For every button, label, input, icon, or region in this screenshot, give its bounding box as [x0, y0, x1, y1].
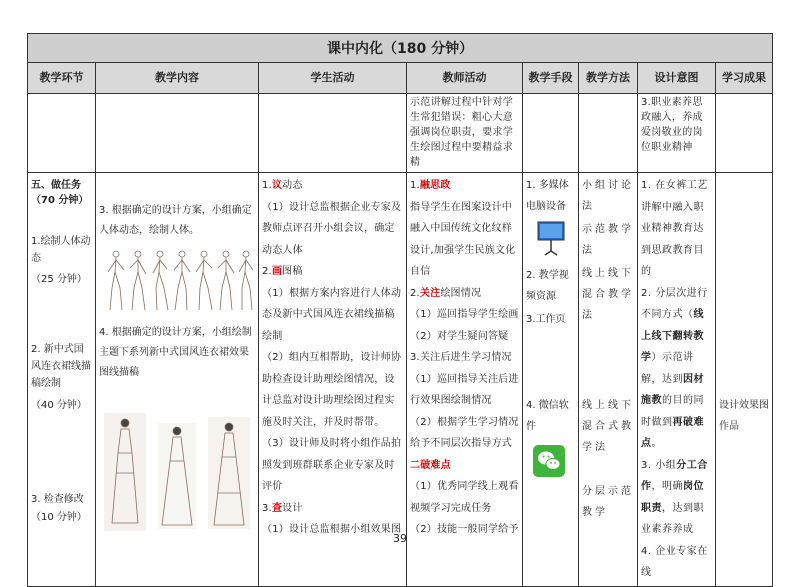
student-item-2-detail-b: （2）组内互相帮助，设计师协助检查设计助理绘图情况，设计总监对设计助理绘图过程实施及时关注，并及时帮带。 [262, 352, 402, 428]
method-item-1: 小组讨论法 [582, 180, 634, 212]
student-item-3-detail: （1）设计总监根据小组效果图 [262, 524, 402, 535]
student-item-3: 3.查设计 [262, 502, 303, 514]
student-item-2: 2.画图稿 [262, 266, 303, 277]
means-item-4: 4. 微信软件 [526, 400, 569, 432]
intent-continued: 3.职业素养思政融入，养成爱岗敬业的岗位职业精神 [641, 97, 703, 153]
table-row [28, 173, 773, 587]
method-item-2: 示范教学法 [582, 224, 634, 256]
lesson-plan-table [27, 33, 773, 587]
stage-title: 五、做任务 [31, 180, 81, 191]
teacher-item-4: 二破难点 [410, 459, 451, 471]
header-outcome: 学习成果 [716, 63, 773, 94]
method-item-5: 分层示范教学 [582, 486, 634, 518]
stage-step-1: 1.绘制人体动态 [31, 236, 91, 264]
figure-sketch-6 [218, 251, 234, 310]
interactive-whiteboard-icon [537, 221, 565, 257]
student-item-2-detail-c: （3）设计师及时将小组作品拍照发到班群联系企业专家及时评价 [262, 438, 402, 492]
human-pose-sketches [102, 248, 254, 318]
teacher-item-4-detail-a: （1）优秀同学线上观看视频学习完成任务 [410, 481, 519, 514]
wechat-icon [533, 445, 565, 477]
teacher-item-2-detail-a: （1）巡回指导学生绘画 [410, 309, 519, 320]
header-content: 教学内容 [96, 63, 259, 94]
student-item-1-detail: （1）设计总监根据企业专家及教师点评召开小组会议，确定动态人体 [262, 201, 402, 256]
figure-sketch-1 [108, 251, 124, 310]
teacher-item-2-detail-b: （2）对学生疑问答疑 [410, 330, 509, 342]
teacher-item-3-detail-a: （1）巡回指导关注后进行效果图绘制情况 [410, 373, 519, 406]
teacher-continued: 示范讲解过程中针对学生常犯错误：粗心大意强调岗位职责，要求学生绘图过程中要精益求精 [410, 97, 513, 168]
stage-step-3-time: （10 分钟） [31, 512, 87, 523]
teacher-item-3-detail-b: （2）根据学生学习情况给予不同层次指导方式 [410, 416, 519, 449]
intent-item-1: 1. 在女裤工艺讲解中融入职业精神教育达到思政教育目的 [641, 180, 708, 277]
teacher-item-2: 2.关注绘图情况 [410, 287, 482, 299]
figure-sketch-5 [196, 251, 212, 310]
teacher-item-3: 3.关注后进生学习情况 [410, 352, 512, 363]
figure-sketch-3 [153, 251, 168, 310]
stage-step-2: 2. 新中式国风连衣裙线描稿绘制 [31, 344, 91, 389]
dress-line-drawings [104, 413, 254, 533]
intent-item-4: 4. 企业专家在线 [641, 545, 708, 578]
page-number: 39 [393, 532, 407, 545]
figure-sketch-7 [239, 251, 253, 310]
learning-outcome: 设计效果图作品 [719, 400, 769, 432]
figure-sketch-2 [130, 251, 146, 310]
means-item-3: 3.工作页 [526, 314, 566, 325]
student-item-2-detail-a: （1）根据方案内容进行人体动态及新中式国风连衣裙线描稿绘制 [262, 287, 402, 342]
stage-step-3: 3. 检查修改 [31, 494, 84, 505]
header-teacher: 教师活动 [407, 63, 523, 94]
student-item-1: 1.议动态 [262, 180, 303, 191]
table-title: 课中内化（180 分钟） [28, 34, 773, 63]
teacher-item-1-detail: 指导学生在图案设计中融入中国传统文化纹样设计,加强学生民族文化自信 [410, 201, 516, 277]
header-student: 学生活动 [259, 63, 407, 94]
header-stage: 教学环节 [28, 63, 96, 94]
content-item-3: 3. 根据确定的设计方案，小组确定人体动态，绘制人体。 [99, 205, 252, 236]
intent-item-2: 2. 分层次进行不同方式（线上线下翻转教学）示范讲解，达到因材施教的目的同时做到再破难点。 [641, 287, 708, 449]
means-item-2: 2. 教学视频资源 [526, 270, 569, 302]
teacher-item-1: 1.融思政 [410, 180, 451, 191]
stage-step-2-time: （40 分钟） [31, 400, 87, 411]
figure-sketch-4 [174, 251, 190, 310]
intent-item-3: 3. 小组分工合作，明确岗位职责，达到职业素养养成 [641, 459, 708, 535]
stage-time: （70 分钟） [31, 195, 89, 206]
teacher-item-4-detail-b: （2）技能一般同学给予 [410, 524, 519, 535]
table-row [28, 94, 773, 173]
header-intent: 设计意图 [638, 63, 716, 94]
method-item-3: 线上线下混合教学法 [582, 268, 634, 321]
method-item-4: 线上线下混合式教学法 [582, 400, 634, 453]
stage-step-1-time: （25 分钟） [31, 274, 87, 285]
content-item-4: 4. 根据确定的设计方案，小组绘制主题下系列新中式国风连衣裙效果图线描稿 [99, 327, 252, 378]
header-means: 教学手段 [523, 63, 579, 94]
header-method: 教学方法 [579, 63, 638, 94]
means-item-1: 1. 多媒体电脑设备 [526, 180, 569, 212]
